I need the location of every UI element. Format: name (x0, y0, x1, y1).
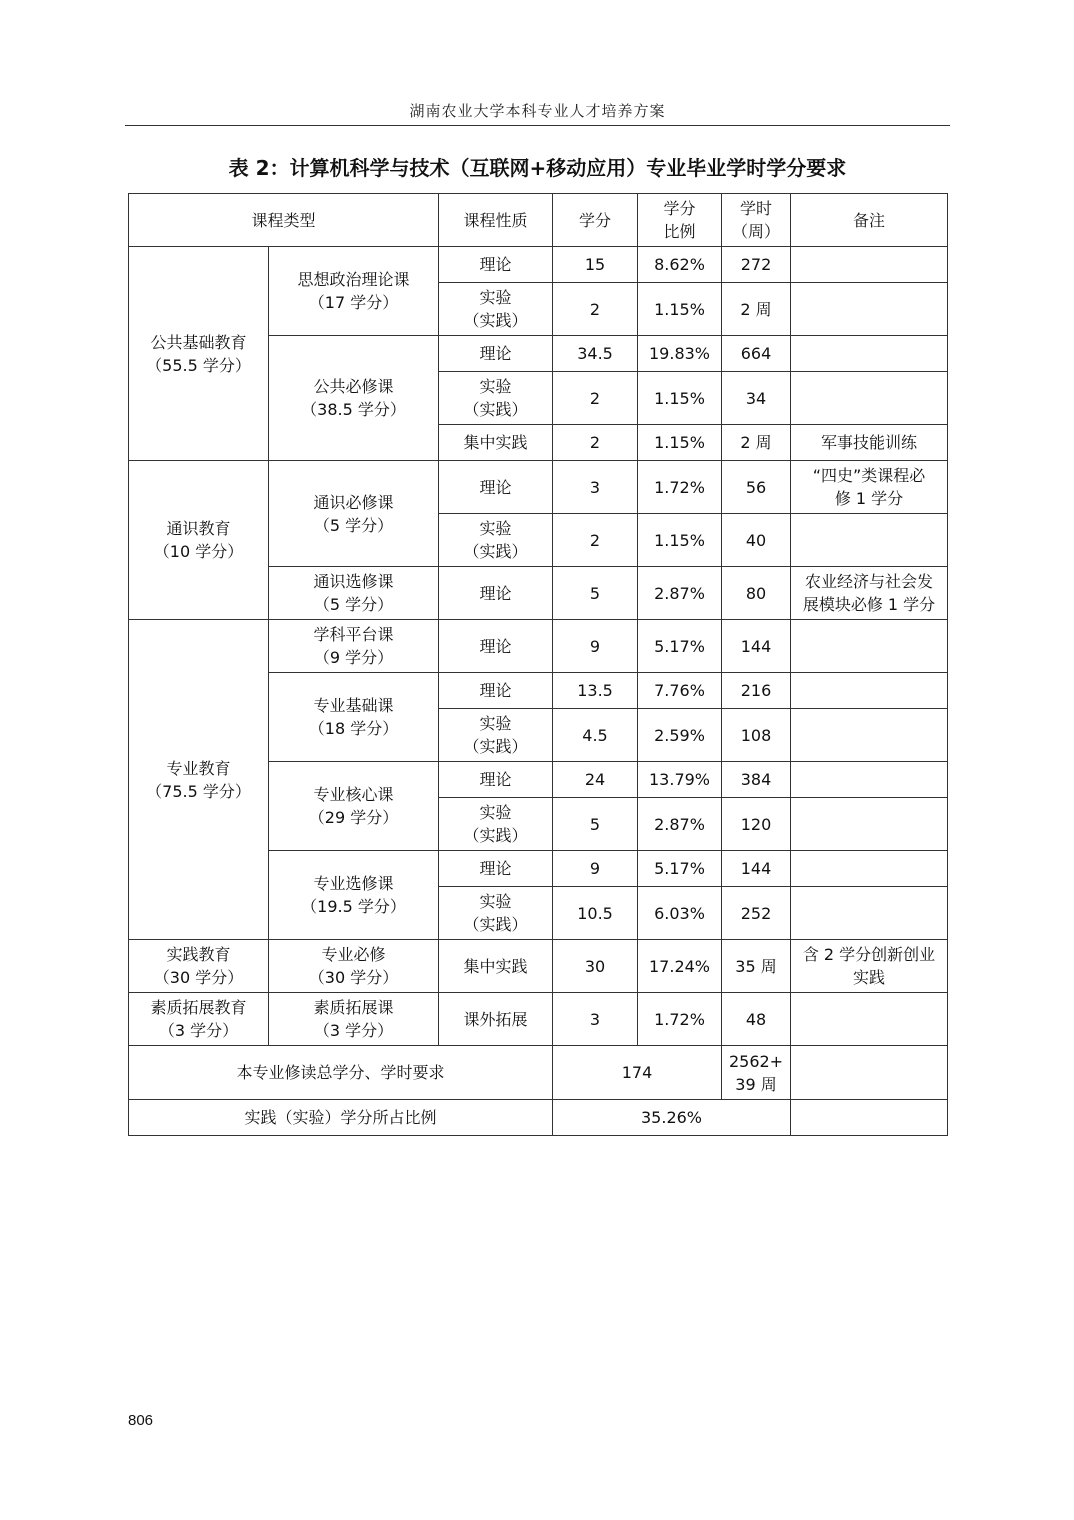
hours-cell: 40 (722, 514, 791, 567)
summary-practice-label: 实践（实验）学分所占比例 (129, 1100, 553, 1136)
ratio-cell: 1.15% (638, 283, 722, 336)
category-cell: 公共基础教育 （55.5 学分） (129, 247, 269, 461)
remark-cell (791, 673, 948, 709)
ratio-cell: 6.03% (638, 887, 722, 940)
nature-cell: 集中实践 (439, 425, 553, 461)
credits-cell: 2 (553, 425, 638, 461)
subcategory-cell: 专业基础课 （18 学分） (269, 673, 439, 762)
remark-cell: 农业经济与社会发 展模块必修 1 学分 (791, 567, 948, 620)
credits-cell: 3 (553, 461, 638, 514)
table-body (129, 247, 948, 1046)
subcategory-cell: 通识必修课 （5 学分） (269, 461, 439, 567)
hours-cell: 252 (722, 887, 791, 940)
page-number: 806 (128, 1412, 154, 1429)
remark-cell: “四史”类课程必 修 1 学分 (791, 461, 948, 514)
credits-cell: 24 (553, 762, 638, 798)
remark-cell (791, 762, 948, 798)
nature-cell: 课外拓展 (439, 993, 553, 1046)
hours-cell: 48 (722, 993, 791, 1046)
subcategory-cell: 专业必修 （30 学分） (269, 940, 439, 993)
nature-cell: 理论 (439, 336, 553, 372)
summary-total-credits: 174 (553, 1046, 722, 1100)
nature-cell: 实验 （实践） (439, 372, 553, 425)
remark-cell (791, 514, 948, 567)
table-row (129, 620, 948, 673)
summary-practice-row (129, 1100, 948, 1136)
nature-cell: 理论 (439, 620, 553, 673)
subcategory-cell: 公共必修课 （38.5 学分） (269, 336, 439, 461)
ratio-cell: 8.62% (638, 247, 722, 283)
credits-cell: 2 (553, 372, 638, 425)
category-cell: 实践教育 （30 学分） (129, 940, 269, 993)
credits-cell: 34.5 (553, 336, 638, 372)
ratio-cell: 1.72% (638, 993, 722, 1046)
hours-cell: 2 周 (722, 283, 791, 336)
credits-cell: 15 (553, 247, 638, 283)
ratio-cell: 1.15% (638, 425, 722, 461)
ratio-cell: 1.15% (638, 514, 722, 567)
nature-cell: 理论 (439, 762, 553, 798)
remark-cell (791, 887, 948, 940)
remark-cell (791, 283, 948, 336)
nature-cell: 实验 （实践） (439, 514, 553, 567)
nature-cell: 实验 （实践） (439, 798, 553, 851)
hours-cell: 34 (722, 372, 791, 425)
category-cell: 通识教育 （10 学分） (129, 461, 269, 620)
header-remark: 备注 (791, 194, 948, 247)
nature-cell: 实验 （实践） (439, 283, 553, 336)
remark-cell (791, 620, 948, 673)
ratio-cell: 1.15% (638, 372, 722, 425)
credits-cell: 3 (553, 993, 638, 1046)
ratio-cell: 2.59% (638, 709, 722, 762)
hours-cell: 144 (722, 851, 791, 887)
subcategory-cell: 学科平台课 （9 学分） (269, 620, 439, 673)
running-header: 湖南农业大学本科专业人才培养方案 (409, 102, 666, 120)
remark-cell (791, 336, 948, 372)
ratio-cell: 19.83% (638, 336, 722, 372)
summary-practice-remark (791, 1100, 948, 1136)
hours-cell: 120 (722, 798, 791, 851)
hours-cell: 108 (722, 709, 791, 762)
hours-cell: 56 (722, 461, 791, 514)
hours-cell: 80 (722, 567, 791, 620)
remark-cell (791, 709, 948, 762)
credits-cell: 10.5 (553, 887, 638, 940)
credits-cell: 30 (553, 940, 638, 993)
table-row (129, 993, 948, 1046)
remark-cell (791, 851, 948, 887)
nature-cell: 理论 (439, 461, 553, 514)
ratio-cell: 2.87% (638, 567, 722, 620)
remark-cell: 含 2 学分创新创业 实践 (791, 940, 948, 993)
credits-cell: 5 (553, 798, 638, 851)
remark-cell (791, 372, 948, 425)
category-cell: 专业教育 （75.5 学分） (129, 620, 269, 940)
hours-cell: 384 (722, 762, 791, 798)
credits-cell: 2 (553, 283, 638, 336)
header-divider (125, 125, 950, 126)
subcategory-cell: 素质拓展课 （3 学分） (269, 993, 439, 1046)
credits-cell: 5 (553, 567, 638, 620)
nature-cell: 集中实践 (439, 940, 553, 993)
header-category: 课程类型 (129, 194, 439, 247)
remark-cell (791, 247, 948, 283)
remark-cell: 军事技能训练 (791, 425, 948, 461)
credit-requirements-table (128, 193, 948, 1136)
subcategory-cell: 专业选修课 （19.5 学分） (269, 851, 439, 940)
header-credits: 学分 (553, 194, 638, 247)
ratio-cell: 5.17% (638, 620, 722, 673)
table-row (129, 940, 948, 993)
summary-total-row (129, 1046, 948, 1100)
ratio-cell: 13.79% (638, 762, 722, 798)
header-hours: 学时 （周） (722, 194, 791, 247)
hours-cell: 272 (722, 247, 791, 283)
credits-cell: 13.5 (553, 673, 638, 709)
hours-cell: 35 周 (722, 940, 791, 993)
summary-practice-ratio: 35.26% (553, 1100, 791, 1136)
nature-cell: 实验 （实践） (439, 887, 553, 940)
table-title: 表 2：计算机科学与技术（互联网+移动应用）专业毕业学时学分要求 (228, 156, 847, 180)
subcategory-cell: 通识选修课 （5 学分） (269, 567, 439, 620)
hours-cell: 2 周 (722, 425, 791, 461)
summary-total-label: 本专业修读总学分、学时要求 (129, 1046, 553, 1100)
hours-cell: 664 (722, 336, 791, 372)
credits-cell: 2 (553, 514, 638, 567)
nature-cell: 实验 （实践） (439, 709, 553, 762)
hours-cell: 144 (722, 620, 791, 673)
ratio-cell: 5.17% (638, 851, 722, 887)
header-row (129, 194, 948, 247)
hours-cell: 216 (722, 673, 791, 709)
header-ratio: 学分 比例 (638, 194, 722, 247)
category-cell: 素质拓展教育 （3 学分） (129, 993, 269, 1046)
table-row (129, 461, 948, 514)
summary-total-remark (791, 1046, 948, 1100)
credits-cell: 9 (553, 851, 638, 887)
subcategory-cell: 思想政治理论课 （17 学分） (269, 247, 439, 336)
nature-cell: 理论 (439, 567, 553, 620)
table-row (129, 247, 948, 283)
header-nature: 课程性质 (439, 194, 553, 247)
nature-cell: 理论 (439, 851, 553, 887)
ratio-cell: 7.76% (638, 673, 722, 709)
credits-cell: 9 (553, 620, 638, 673)
subcategory-cell: 专业核心课 （29 学分） (269, 762, 439, 851)
remark-cell (791, 798, 948, 851)
summary-total-hours: 2562+ 39 周 (722, 1046, 791, 1100)
nature-cell: 理论 (439, 247, 553, 283)
ratio-cell: 2.87% (638, 798, 722, 851)
ratio-cell: 17.24% (638, 940, 722, 993)
remark-cell (791, 993, 948, 1046)
ratio-cell: 1.72% (638, 461, 722, 514)
credits-cell: 4.5 (553, 709, 638, 762)
nature-cell: 理论 (439, 673, 553, 709)
